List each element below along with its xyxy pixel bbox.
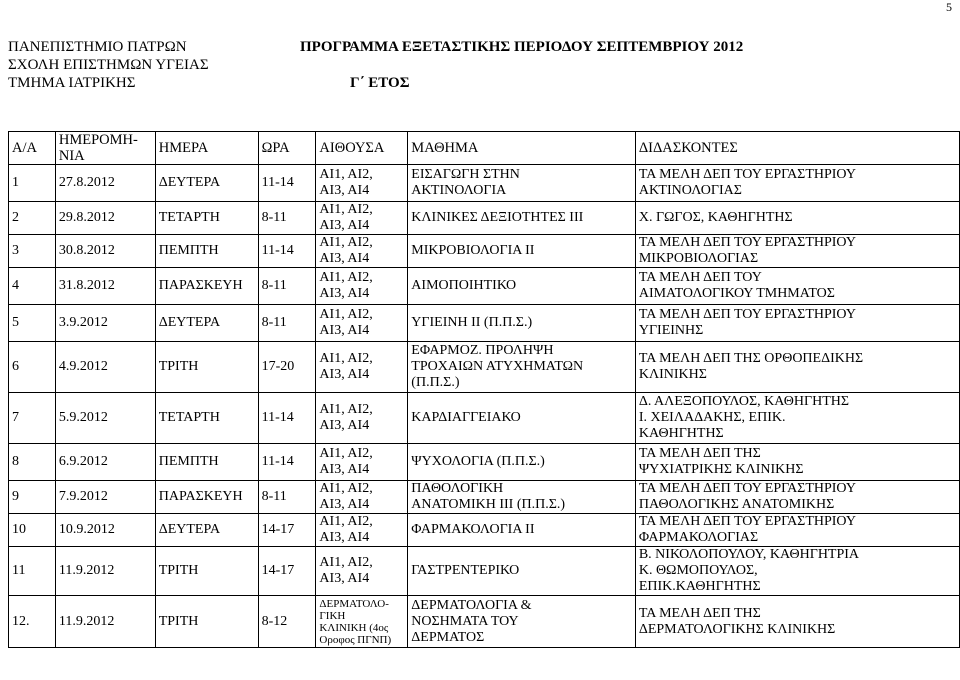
exam-date: 3.9.2012	[55, 305, 155, 342]
exam-day: ΠΑΡΑΣΚΕΥΗ	[155, 481, 258, 514]
course-name: ΚΑΡΔΙΑΓΓΕΙΑΚΟ	[408, 393, 636, 444]
exam-day: ΤΡΙΤΗ	[155, 596, 258, 648]
exam-time: 8-11	[258, 481, 316, 514]
row-number: 11	[9, 547, 56, 596]
exam-time: 8-12	[258, 596, 316, 648]
table-header-row	[9, 132, 960, 165]
course-name: ΓΑΣΤΡΕΝΤΕΡΙΚΟ	[408, 547, 636, 596]
header-teachers: ΔΙΔΑΣΚΟΝΤΕΣ	[635, 132, 959, 165]
course-name: ΨΥΧΟΛΟΓΙΑ (Π.Π.Σ.)	[408, 444, 636, 481]
table-row	[9, 342, 960, 393]
row-number: 8	[9, 444, 56, 481]
row-number: 4	[9, 268, 56, 305]
instructors: ΤΑ ΜΕΛΗ ΔΕΠ ΤΟΥ ΕΡΓΑΣΤΗΡΙΟΥ ΜΙΚΡΟΒΙΟΛΟΓΙΑΣ	[635, 235, 959, 268]
exam-date: 30.8.2012	[55, 235, 155, 268]
exam-day: ΠΕΜΠΤΗ	[155, 235, 258, 268]
row-number: 6	[9, 342, 56, 393]
table-row	[9, 547, 960, 596]
exam-date: 4.9.2012	[55, 342, 155, 393]
exam-room: ΑΙ1, ΑΙ2, ΑΙ3, ΑΙ4	[316, 342, 408, 393]
instructors: ΤΑ ΜΕΛΗ ΔΕΠ ΤΗΣ ΔΕΡΜΑΤΟΛΟΓΙΚΗΣ ΚΛΙΝΙΚΗΣ	[635, 596, 959, 648]
table-row	[9, 514, 960, 547]
row-number: 9	[9, 481, 56, 514]
header-time: ΩΡΑ	[258, 132, 316, 165]
course-name: ΔΕΡΜΑΤΟΛΟΓΙΑ & ΝΟΣΗΜΑΤΑ ΤΟΥ ΔΕΡΜΑΤΟΣ	[408, 596, 636, 648]
exam-day: ΠΕΜΠΤΗ	[155, 444, 258, 481]
header-aa: Α/Α	[9, 132, 56, 165]
course-name: ΕΦΑΡΜΟΖ. ΠΡΟΛΗΨΗ ΤΡΟΧΑΙΩΝ ΑΤΥΧΗΜΑΤΩΝ (Π.Π.Σ.)	[408, 342, 636, 393]
exam-time: 8-11	[258, 305, 316, 342]
table-row	[9, 393, 960, 444]
program-title: ΠΡΟΓΡΑΜΜΑ ΕΞΕΤΑΣΤΙΚΗΣ ΠΕΡΙΟΔΟΥ ΣΕΠΤΕΜΒΡΙΟΥ 2012	[300, 39, 744, 55]
exam-date: 29.8.2012	[55, 202, 155, 235]
department-name: ΤΜΗΜΑ ΙΑΤΡΙΚΗΣ	[8, 75, 136, 91]
instructors: ΤΑ ΜΕΛΗ ΔΕΠ ΤΟΥ ΕΡΓΑΣΤΗΡΙΟΥ ΥΓΙΕΙΝΗΣ	[635, 305, 959, 342]
row-number: 1	[9, 165, 56, 202]
exam-day: ΤΕΤΑΡΤΗ	[155, 393, 258, 444]
table-row	[9, 165, 960, 202]
exam-room: ΑΙ1, ΑΙ2, ΑΙ3, ΑΙ4	[316, 268, 408, 305]
exam-time: 11-14	[258, 444, 316, 481]
course-name: ΑΙΜΟΠΟΙΗΤΙΚΟ	[408, 268, 636, 305]
row-number: 3	[9, 235, 56, 268]
instructors: Β. ΝΙΚΟΛΟΠΟΥΛΟΥ, ΚΑΘΗΓΗΤΡΙΑ Κ. ΘΩΜΟΠΟΥΛΟΣ, ΕΠΙΚ.ΚΑΘΗΓΗΤΗΣ	[635, 547, 959, 596]
exam-time: 11-14	[258, 165, 316, 202]
row-number: 12.	[9, 596, 56, 648]
exam-time: 8-11	[258, 202, 316, 235]
row-number: 2	[9, 202, 56, 235]
instructors: ΤΑ ΜΕΛΗ ΔΕΠ ΤΟΥ ΑΙΜΑΤΟΛΟΓΙΚΟΥ ΤΜΗΜΑΤΟΣ	[635, 268, 959, 305]
exam-time: 11-14	[258, 393, 316, 444]
table-row	[9, 202, 960, 235]
university-name: ΠΑΝΕΠΙΣΤΗΜΙΟ ΠΑΤΡΩΝ	[8, 39, 187, 55]
instructors: ΤΑ ΜΕΛΗ ΔΕΠ ΤΟΥ ΕΡΓΑΣΤΗΡΙΟΥ ΑΚΤΙΝΟΛΟΓΙΑΣ	[635, 165, 959, 202]
exam-room: ΑΙ1, ΑΙ2, ΑΙ3, ΑΙ4	[316, 481, 408, 514]
exam-room: ΑΙ1, ΑΙ2, ΑΙ3, ΑΙ4	[316, 235, 408, 268]
instructors: ΤΑ ΜΕΛΗ ΔΕΠ ΤΗΣ ΟΡΘΟΠΕΔΙΚΗΣ ΚΛΙΝΙΚΗΣ	[635, 342, 959, 393]
exam-room: ΑΙ1, ΑΙ2, ΑΙ3, ΑΙ4	[316, 393, 408, 444]
exam-time: 8-11	[258, 268, 316, 305]
exam-date: 11.9.2012	[55, 547, 155, 596]
table-row	[9, 235, 960, 268]
row-number: 7	[9, 393, 56, 444]
exam-room: ΔΕΡΜΑΤΟΛΟ- ΓΙΚΗ ΚΛΙΝΙΚΗ (4ος Οροφος ΠΓΝΠ)	[316, 596, 408, 648]
course-name: ΦΑΡΜΑΚΟΛΟΓΙΑ ΙΙ	[408, 514, 636, 547]
table-row	[9, 444, 960, 481]
page-number: 5	[946, 0, 952, 14]
exam-room: ΑΙ1, ΑΙ2, ΑΙ3, ΑΙ4	[316, 514, 408, 547]
exam-day: ΔΕΥΤΕΡΑ	[155, 305, 258, 342]
table-row	[9, 596, 960, 648]
exam-time: 14-17	[258, 514, 316, 547]
exam-date: 11.9.2012	[55, 596, 155, 648]
course-name: ΥΓΙΕΙΝΗ ΙΙ (Π.Π.Σ.)	[408, 305, 636, 342]
course-name: ΕΙΣΑΓΩΓΗ ΣΤΗΝ ΑΚΤΙΝΟΛΟΓΙΑ	[408, 165, 636, 202]
exam-room: ΑΙ1, ΑΙ2, ΑΙ3, ΑΙ4	[316, 305, 408, 342]
header-date: ΗΜΕΡΟΜΗ- ΝΙΑ	[55, 132, 155, 165]
exam-room: ΑΙ1, ΑΙ2, ΑΙ3, ΑΙ4	[316, 202, 408, 235]
exam-day: ΠΑΡΑΣΚΕΥΗ	[155, 268, 258, 305]
exam-time: 11-14	[258, 235, 316, 268]
exam-room: ΑΙ1, ΑΙ2, ΑΙ3, ΑΙ4	[316, 547, 408, 596]
exam-day: ΤΡΙΤΗ	[155, 342, 258, 393]
school-name: ΣΧΟΛΗ ΕΠΙΣΤΗΜΩΝ ΥΓΕΙΑΣ	[8, 57, 209, 73]
exam-date: 5.9.2012	[55, 393, 155, 444]
exam-day: ΔΕΥΤΕΡΑ	[155, 514, 258, 547]
header-room: ΑΙΘΟΥΣΑ	[316, 132, 408, 165]
exam-room: ΑΙ1, ΑΙ2, ΑΙ3, ΑΙ4	[316, 165, 408, 202]
exam-time: 17-20	[258, 342, 316, 393]
exam-date: 7.9.2012	[55, 481, 155, 514]
instructors: Δ. ΑΛΕΞΟΠΟΥΛΟΣ, ΚΑΘΗΓΗΤΗΣ Ι. ΧΕΙΛΑΔΑΚΗΣ, ΕΠΙΚ. ΚΑΘΗΓΗΤΗΣ	[635, 393, 959, 444]
exam-date: 6.9.2012	[55, 444, 155, 481]
exam-date: 31.8.2012	[55, 268, 155, 305]
header-day: ΗΜΕΡΑ	[155, 132, 258, 165]
exam-day: ΤΕΤΑΡΤΗ	[155, 202, 258, 235]
course-name: ΜΙΚΡΟΒΙΟΛΟΓΙΑ ΙΙ	[408, 235, 636, 268]
row-number: 10	[9, 514, 56, 547]
instructors: ΤΑ ΜΕΛΗ ΔΕΠ ΤΟΥ ΕΡΓΑΣΤΗΡΙΟΥ ΦΑΡΜΑΚΟΛΟΓΙΑΣ	[635, 514, 959, 547]
instructors: Χ. ΓΩΓΟΣ, ΚΑΘΗΓΗΤΗΣ	[635, 202, 959, 235]
table-row	[9, 305, 960, 342]
course-name: ΠΑΘΟΛΟΓΙΚΗ ΑΝΑΤΟΜΙΚΗ ΙΙΙ (Π.Π.Σ.)	[408, 481, 636, 514]
table-row	[9, 268, 960, 305]
course-name: ΚΛΙΝΙΚΕΣ ΔΕΞΙΟΤΗΤΕΣ ΙΙΙ	[408, 202, 636, 235]
table-row	[9, 481, 960, 514]
exam-day: ΤΡΙΤΗ	[155, 547, 258, 596]
instructors: ΤΑ ΜΕΛΗ ΔΕΠ ΤΗΣ ΨΥΧΙΑΤΡΙΚΗΣ ΚΛΙΝΙΚΗΣ	[635, 444, 959, 481]
instructors: ΤΑ ΜΕΛΗ ΔΕΠ ΤΟΥ ΕΡΓΑΣΤΗΡΙΟΥ ΠΑΘΟΛΟΓΙΚΗΣ ΑΝΑΤΟΜΙΚΗΣ	[635, 481, 959, 514]
year-label: Γ΄ ΕΤΟΣ	[350, 75, 410, 91]
exam-room: ΑΙ1, ΑΙ2, ΑΙ3, ΑΙ4	[316, 444, 408, 481]
header-course: ΜΑΘΗΜΑ	[408, 132, 636, 165]
exam-date: 10.9.2012	[55, 514, 155, 547]
exam-day: ΔΕΥΤΕΡΑ	[155, 165, 258, 202]
exam-date: 27.8.2012	[55, 165, 155, 202]
exam-time: 14-17	[258, 547, 316, 596]
row-number: 5	[9, 305, 56, 342]
exam-schedule-table	[8, 131, 960, 648]
